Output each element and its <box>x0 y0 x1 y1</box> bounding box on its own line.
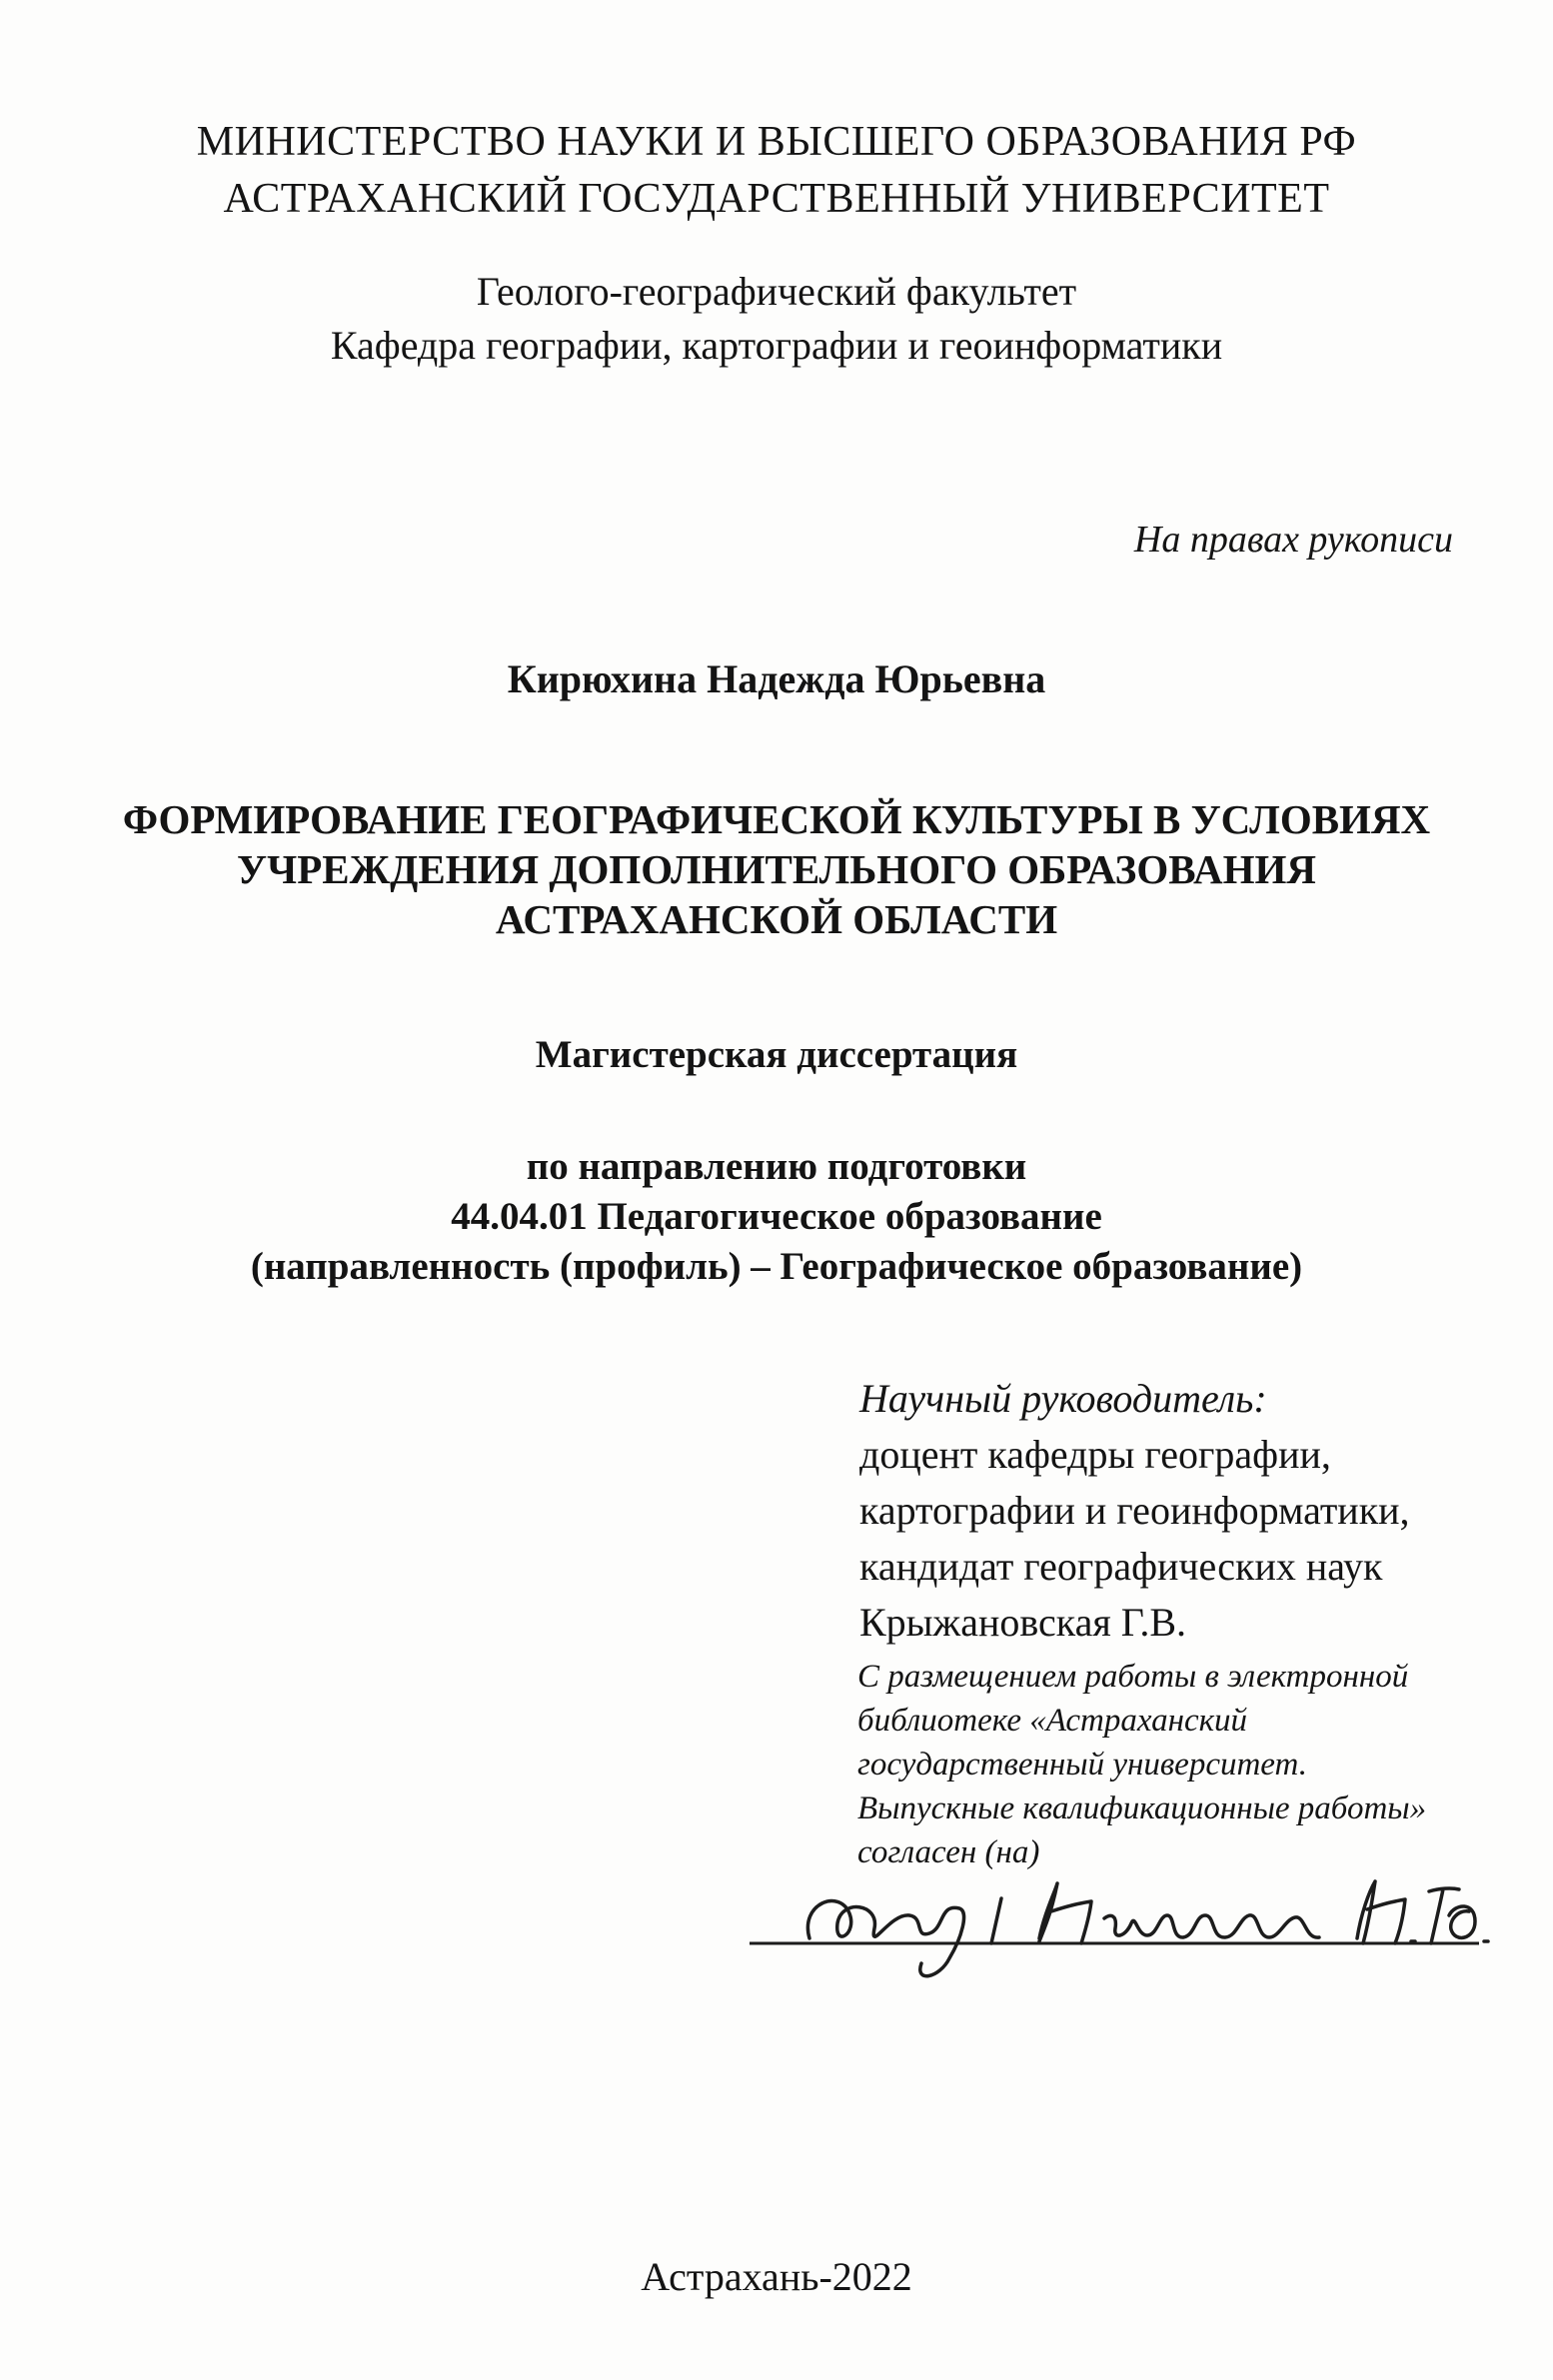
supervisor-position-2: картографии и геоинформатики, <box>859 1488 1410 1533</box>
faculty-name: Геолого-географический факультет <box>476 269 1077 314</box>
signature-slash <box>991 1898 1001 1943</box>
consent-line-1: С размещением работы в электронной <box>857 1659 1409 1695</box>
work-type: Магистерская диссертация <box>535 1033 1018 1076</box>
city-year: Астрахань-2022 <box>641 2254 912 2299</box>
ministry-heading: МИНИСТЕРСТВО НАУКИ И ВЫСШЕГО ОБРАЗОВАНИЯ РФ <box>196 119 1357 165</box>
consent-line-4: Выпускные квалификационные работы» <box>857 1790 1427 1826</box>
signature-name-stroke <box>1039 1883 1319 1943</box>
supervisor-label: Научный руководитель: <box>859 1376 1267 1421</box>
supervisor-degree: кандидат географических наук <box>859 1544 1383 1589</box>
signature-scribble <box>807 1901 963 1976</box>
direction-code: 44.04.01 Педагогическое образование <box>451 1195 1102 1238</box>
consent-line-2: библиотеке «Астраханский <box>857 1703 1248 1739</box>
consent-line-5: согласен (на) <box>857 1834 1040 1870</box>
author-name: Кирюхина Надежда Юрьевна <box>507 656 1046 701</box>
supervisor-position-1: доцент кафедры географии, <box>859 1432 1331 1477</box>
university-heading: АСТРАХАНСКИЙ ГОСУДАРСТВЕННЫЙ УНИВЕРСИТЕТ <box>223 176 1330 222</box>
manuscript-note: На правах рукописи <box>1133 519 1453 561</box>
consent-line-3: государственный университет. <box>857 1747 1307 1783</box>
department-name: Кафедра географии, картографии и геоинформатики <box>330 323 1223 368</box>
thesis-title-line-2: УЧРЕЖДЕНИЯ ДОПОЛНИТЕЛЬНОГО ОБРАЗОВАНИЯ <box>237 846 1316 892</box>
handwritten-signature <box>740 1843 1519 1983</box>
direction-line-1: по направлению подготовки <box>526 1145 1027 1188</box>
direction-profile: (направленность (профиль) – Географическое образование) <box>250 1245 1303 1288</box>
thesis-title-line-3: АСТРАХАНСКОЙ ОБЛАСТИ <box>495 896 1058 942</box>
signature-initials-stroke <box>1357 1881 1488 1943</box>
thesis-title-line-1: ФОРМИРОВАНИЕ ГЕОГРАФИЧЕСКОЙ КУЛЬТУРЫ В УСЛОВИЯХ <box>122 796 1431 842</box>
supervisor-name: Крыжановская Г.В. <box>859 1600 1187 1645</box>
